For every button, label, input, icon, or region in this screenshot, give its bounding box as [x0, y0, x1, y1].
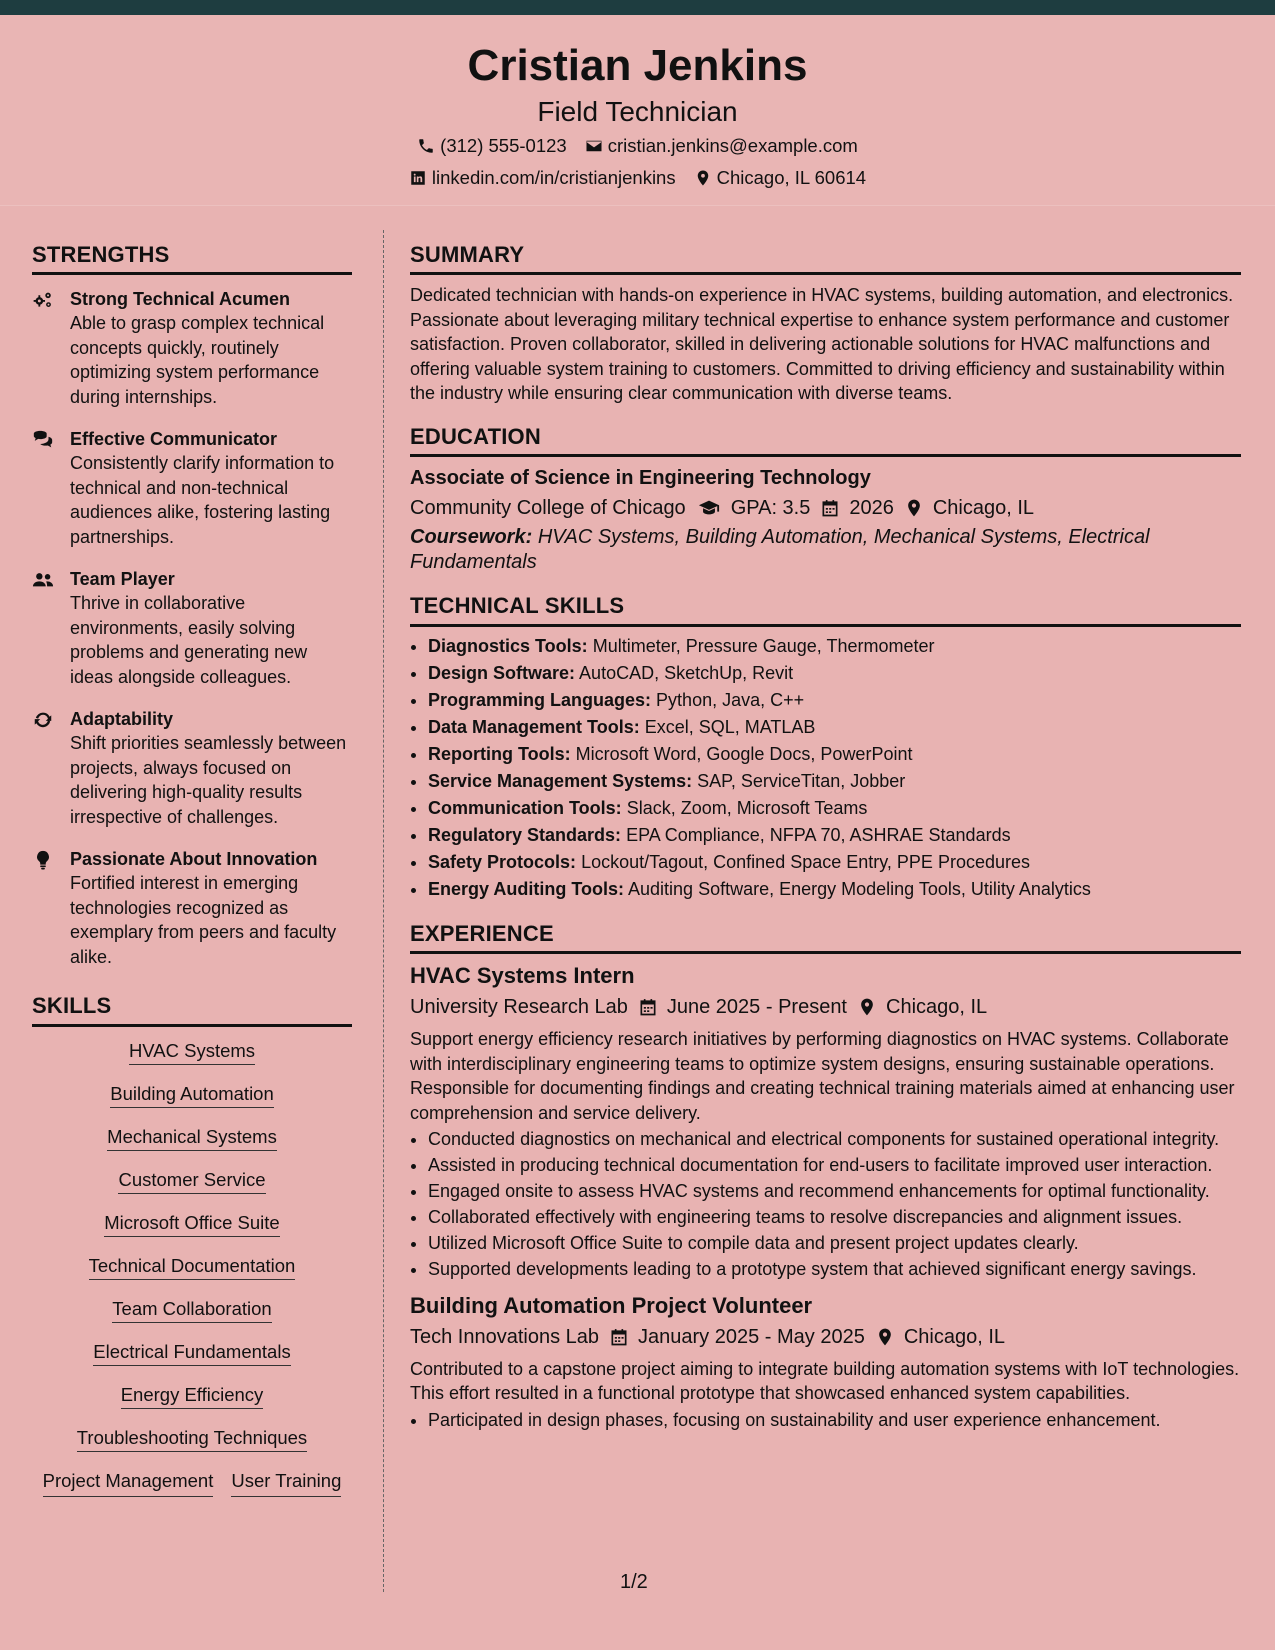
skill-value: Slack, Zoom, Microsoft Teams [626, 797, 868, 818]
job-bullets [410, 1408, 1241, 1433]
technical-skills-list [410, 633, 1241, 903]
list-item [428, 876, 1241, 903]
skill-label: Communication Tools: [428, 797, 622, 818]
candidate-name: Cristian Jenkins [467, 41, 808, 90]
job-meta [410, 993, 1241, 1021]
job-dates: June 2025 - Present [666, 996, 847, 1019]
list-item [428, 741, 1241, 768]
strength-item [32, 287, 352, 409]
skill-value: EPA Compliance, NFPA 70, ASHRAE Standards [626, 824, 1011, 845]
job-org: University Research Lab [410, 996, 628, 1019]
skills-list [32, 1039, 352, 1513]
job-title: Field Technician [537, 96, 738, 127]
strengths-list [32, 287, 352, 969]
linkedin-text: linkedin.com/in/cristianjenkins [431, 167, 676, 188]
list-item [428, 795, 1241, 822]
list-item: • Utilized Microsoft Office Suite to compile data and present project updates clearly. [428, 1231, 1241, 1256]
list-item: • Conducted diagnostics on mechanical and electrical components for sustained operational integrity. [428, 1127, 1241, 1152]
strength-title: Strong Technical Acumen [70, 289, 291, 310]
job-desc: Contributed to a capstone project aiming to integrate building automation systems with IoT technologies. This effort resulted in a functional prototype that showcased enhanced system capabilities. [410, 1358, 1240, 1404]
edu-year: 2026 [849, 497, 894, 520]
experience-section [410, 921, 1241, 1432]
calendar-icon [638, 997, 658, 1017]
comments-icon [32, 429, 54, 451]
right-column [410, 242, 1241, 1450]
job-location: Chicago, IL [886, 996, 988, 1019]
strength-title: Team Player [70, 569, 175, 590]
skill-chip: Troubleshooting Techniques [77, 1427, 307, 1452]
skill-value: Multimeter, Pressure Gauge, Thermometer [592, 635, 935, 656]
list-item [428, 687, 1241, 714]
job-org: Tech Innovations Lab [410, 1325, 600, 1348]
skill-chip: Project Management [43, 1469, 214, 1497]
skill-label: Design Software: [428, 662, 576, 683]
strength-item [32, 707, 352, 829]
skill-value: Microsoft Word, Google Docs, PowerPoint [575, 743, 913, 764]
list-item [428, 714, 1241, 741]
list-item [428, 633, 1241, 660]
left-column [32, 242, 352, 1513]
strength-desc: Able to grasp complex technical concepts quickly, routinely optimizing system performance during internships. [70, 313, 325, 407]
skill-chip: HVAC Systems [129, 1040, 255, 1065]
skill-label: Data Management Tools: [428, 716, 640, 737]
strength-desc: Fortified interest in emerging technologies recognized as exemplary from peers and faculty alike. [70, 873, 337, 967]
phone [417, 135, 567, 157]
skill-chip: Mechanical Systems [107, 1126, 277, 1151]
list-item [428, 849, 1241, 876]
strength-title: Adaptability [70, 709, 174, 730]
graduation-cap-icon [696, 497, 722, 519]
job-desc: Support energy efficiency research initiatives by performing diagnostics on HVAC systems. Collaborate with interdisciplinary engineering teams to optimize system designs, ensuring sustainable operations. Responsible for documenting findings and creating technical training materials aimed at enhancing user comprehension and service delivery. [410, 1029, 1235, 1123]
list-item [428, 822, 1241, 849]
skill-chip: Team Collaboration [112, 1298, 271, 1323]
top-bar [0, 0, 1275, 15]
sync-icon [32, 709, 54, 731]
skill-chip: Technical Documentation [89, 1255, 296, 1280]
strength-desc: Consistently clarify information to technical and non-technical audiences alike, fostering lasting partnerships. [70, 453, 335, 547]
contact-row [0, 135, 1275, 157]
email[interactable] [585, 135, 858, 157]
gpa: GPA: 3.5 [730, 497, 811, 520]
skill-value: Excel, SQL, MATLAB [644, 716, 816, 737]
location [694, 167, 866, 189]
calendar-icon [820, 498, 840, 518]
technical-skills-section [410, 593, 1241, 902]
map-marker-icon [875, 1327, 895, 1347]
users-icon [32, 569, 54, 591]
education-section [410, 424, 1241, 575]
job-bullets [410, 1127, 1241, 1282]
skill-chip: Customer Service [118, 1169, 265, 1194]
strength-title: Effective Communicator [70, 429, 278, 450]
phone-icon [417, 137, 435, 155]
skill-label: Regulatory Standards: [428, 824, 622, 845]
coursework-label: Coursework: [410, 526, 533, 549]
strength-item [32, 427, 352, 549]
resume-header [0, 15, 1275, 206]
list-item: • Collaborated effectively with engineering teams to resolve discrepancies and alignment issues. [428, 1205, 1241, 1230]
phone-text: (312) 555-0123 [440, 135, 567, 156]
map-marker-icon [904, 498, 924, 518]
envelope-icon [585, 137, 603, 155]
summary-heading: SUMMARY [410, 242, 1241, 275]
job-entry [410, 962, 1241, 1282]
summary-section [410, 242, 1241, 406]
strength-item [32, 847, 352, 969]
coursework-list: HVAC Systems, Building Automation, Mechanical Systems, Electrical Fundamentals [410, 526, 1150, 574]
linkedin[interactable] [409, 167, 676, 189]
email-text: cristian.jenkins@example.com [607, 135, 858, 156]
job-location: Chicago, IL [903, 1325, 1006, 1348]
linkedin-icon [409, 169, 427, 187]
skill-value: AutoCAD, SketchUp, Revit [579, 662, 794, 683]
technical-skills-heading: TECHNICAL SKILLS [410, 593, 1241, 626]
skill-chip: User Training [231, 1469, 341, 1497]
school: Community College of Chicago [410, 497, 686, 520]
skill-chip: Microsoft Office Suite [104, 1212, 279, 1237]
coursework [410, 525, 1241, 575]
skill-chip: Electrical Fundamentals [93, 1341, 290, 1366]
calendar-icon [609, 1327, 629, 1347]
skill-label: Reporting Tools: [428, 743, 571, 764]
list-item: • Participated in design phases, focusing on sustainability and user experience enhancement. [428, 1408, 1241, 1433]
map-marker-icon [857, 997, 877, 1017]
skill-value: Lockout/Tagout, Confined Space Entry, PPE Procedures [581, 851, 1030, 872]
skill-label: Energy Auditing Tools: [428, 878, 624, 899]
list-item: • Assisted in producing technical documentation for end-users to facilitate improved user interaction. [428, 1153, 1241, 1178]
list-item [428, 768, 1241, 795]
job-meta [410, 1323, 1241, 1351]
summary-text: Dedicated technician with hands-on experience in HVAC systems, building automation, and electronics. Passionate about leveraging military technical expertise to enhance system performance and customer satisfaction. Proven collaborator, skilled in delivering actionable solutions for HVAC malfunctions and offering valuable system training to customers. Committed to driving efficiency and sustainability within the industry while ensuring clear communication with diverse teams. [410, 285, 1234, 404]
education-meta [410, 494, 1241, 522]
gears-icon [32, 289, 54, 311]
list-item: • Engaged onsite to assess HVAC systems and recommend enhancements for optimal functionality. [428, 1179, 1241, 1204]
list-item [428, 660, 1241, 687]
job-dates: January 2025 - May 2025 [638, 1325, 865, 1348]
degree: Associate of Science in Engineering Technology [410, 467, 871, 490]
contact-row-2 [0, 167, 1275, 189]
strength-desc: Shift priorities seamlessly between projects, always focused on delivering high-quality results irrespective of challenges. [70, 733, 347, 827]
skill-label: Programming Languages: [428, 689, 652, 710]
experience-heading: EXPERIENCE [410, 921, 1241, 954]
edu-location: Chicago, IL [932, 497, 1035, 520]
skills-heading: SKILLS [32, 993, 352, 1026]
strengths-heading: STRENGTHS [32, 242, 352, 275]
skill-chip: Energy Efficiency [121, 1384, 264, 1409]
skill-chip: Building Automation [110, 1083, 274, 1108]
job-entry [410, 1292, 1241, 1433]
list-item: • Supported developments leading to a prototype system that achieved significant energy savings. [428, 1257, 1241, 1282]
page-number: 1/2 [620, 1571, 648, 1593]
column-divider [383, 230, 384, 1592]
strength-item [32, 567, 352, 689]
skill-label: Diagnostics Tools: [428, 635, 588, 656]
location-text: Chicago, IL 60614 [716, 167, 867, 188]
skill-label: Service Management Systems: [428, 770, 693, 791]
job-entry-title: HVAC Systems Intern [410, 963, 635, 989]
strength-title: Passionate About Innovation [70, 849, 318, 870]
education-heading: EDUCATION [410, 424, 1241, 457]
skill-value: Auditing Software, Energy Modeling Tools, Utility Analytics [628, 878, 1091, 899]
skill-value: Python, Java, C++ [656, 689, 805, 710]
map-marker-icon [694, 169, 712, 187]
skill-label: Safety Protocols: [428, 851, 577, 872]
job-entry-title: Building Automation Project Volunteer [410, 1292, 813, 1318]
strength-desc: Thrive in collaborative environments, easily solving problems and generating new ideas alongside colleagues. [70, 593, 308, 687]
lightbulb-icon [32, 849, 54, 871]
skill-value: SAP, ServiceTitan, Jobber [697, 770, 906, 791]
